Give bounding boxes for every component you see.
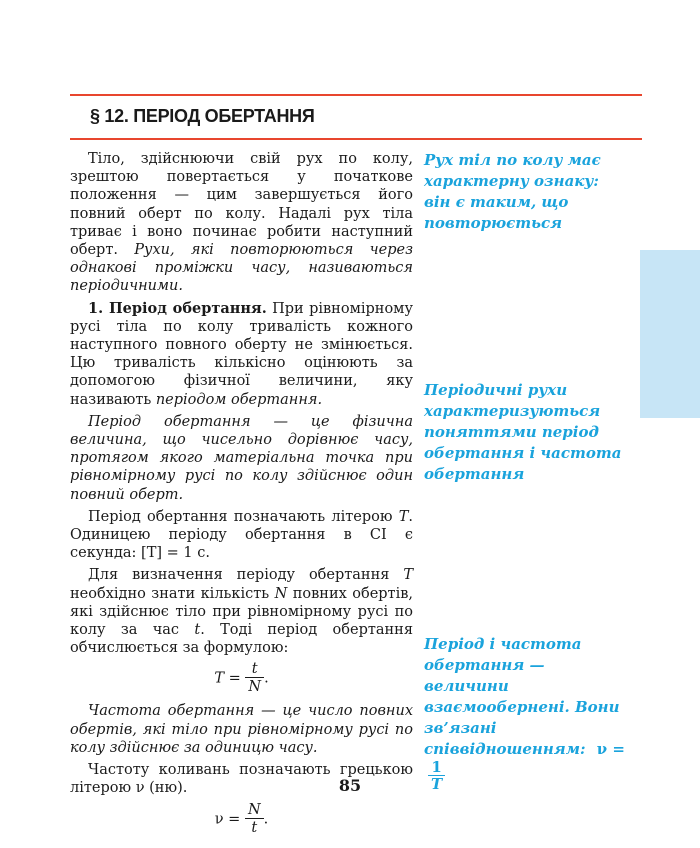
period-symbol-paragraph — [70, 508, 413, 563]
symbol-T: T — [403, 567, 413, 584]
intro-definition: Рухи, які повторюються через однакові проміжки часу, називаються періодичними. — [70, 242, 413, 295]
period-calc-text-1: Для визначення періоду обертання — [88, 567, 404, 584]
margin-note-relationship-text: Період і частота обертання — величини взаємообернені. Вони зв’язані співвідношенням: — [424, 635, 620, 758]
subsection-heading: 1. Період обертання. — [88, 299, 267, 317]
side-thumb-tab — [640, 250, 700, 418]
section1-text: При рівномірному русі тіла по колу тривалість кожного наступного повного оберту не змінюється. Цю тривалість кількісно оцінюють за допомогою фізичної величини, яку називають — [70, 300, 413, 408]
top-rule — [70, 94, 642, 96]
period-calc-text-4: . Тоді період обертання обчислюється за формулою: — [70, 622, 413, 657]
period-unit-text: . Одиницею періоду обертання в СІ є секунда: — [70, 508, 413, 562]
section-title: § 12. ПЕРІОД ОБЕРТАННЯ — [90, 106, 315, 126]
period-definition: Період обертання — це фізична величина, що чисельно дорівнює часу, протягом якого матеріальна точка при рівномірному русі по колу здійснює один повний оберт. — [70, 413, 413, 503]
section1-paragraph — [70, 300, 413, 409]
margin-note-relationship — [424, 634, 630, 792]
period-formula — [70, 661, 413, 696]
frequency-symbol-paragraph: Частоту коливань позначають грецькою літерою ν (ню). — [70, 762, 413, 797]
margin-note-concepts: Періодичні рухи характеризуються поняттями період обертання і частота обертання — [424, 381, 622, 483]
frequency-definition: Частота обертання — це число повних обертів, які тіло при рівномірному русі по колу здійснює за одиницю часу. — [70, 703, 413, 756]
period-calc-paragraph — [70, 566, 413, 657]
period-calc-text-2: необхідно знати кількість — [70, 585, 275, 602]
frequency-formula-lhs: ν = — [214, 811, 241, 827]
period-formula-end: . — [264, 670, 269, 687]
section1-term: періодом обертання. — [155, 391, 323, 408]
title-underline-rule — [70, 138, 642, 140]
symbol-N: N — [274, 585, 288, 602]
period-symbol-text: Період обертання позначають літерою — [88, 508, 399, 525]
frequency-formula-numerator: N — [245, 802, 264, 819]
period-formula-numerator: t — [245, 661, 264, 678]
period-formula-denominator: N — [248, 679, 262, 696]
frequency-formula-denominator: t — [251, 819, 258, 836]
frequency-formula — [70, 802, 413, 837]
period-symbol: T — [398, 508, 409, 525]
main-text-column — [70, 150, 413, 843]
margin-formula-numerator: 1 — [428, 760, 445, 776]
margin-formula-denominator: T — [431, 775, 443, 793]
symbol-t: t — [194, 622, 201, 639]
period-unit: [T] = 1 с. — [141, 545, 210, 562]
frequency-formula-fraction — [245, 802, 264, 837]
intro-paragraph — [70, 150, 413, 296]
intro-text: Тіло, здійснюючи свій рух по колу, зрештою повертається у початкове положення — цим завершується його повний оберт по колу. Надалі рух тіла триває і воно починає робити наступний оберт. — [70, 151, 413, 259]
period-formula-fraction — [245, 661, 264, 696]
frequency-formula-end: . — [263, 811, 269, 827]
page-number: 85 — [338, 776, 362, 795]
margin-note-periodic-motion: Рух тіл по колу має характерну ознаку: він є таким, що повторюється — [424, 151, 601, 232]
period-calc-text-3: повних обертів, які здійснює тіло при рівномірному русі по колу за час — [70, 585, 413, 639]
period-formula-lhs: T = — [214, 670, 241, 687]
margin-formula-lhs: ν = — [596, 740, 625, 758]
